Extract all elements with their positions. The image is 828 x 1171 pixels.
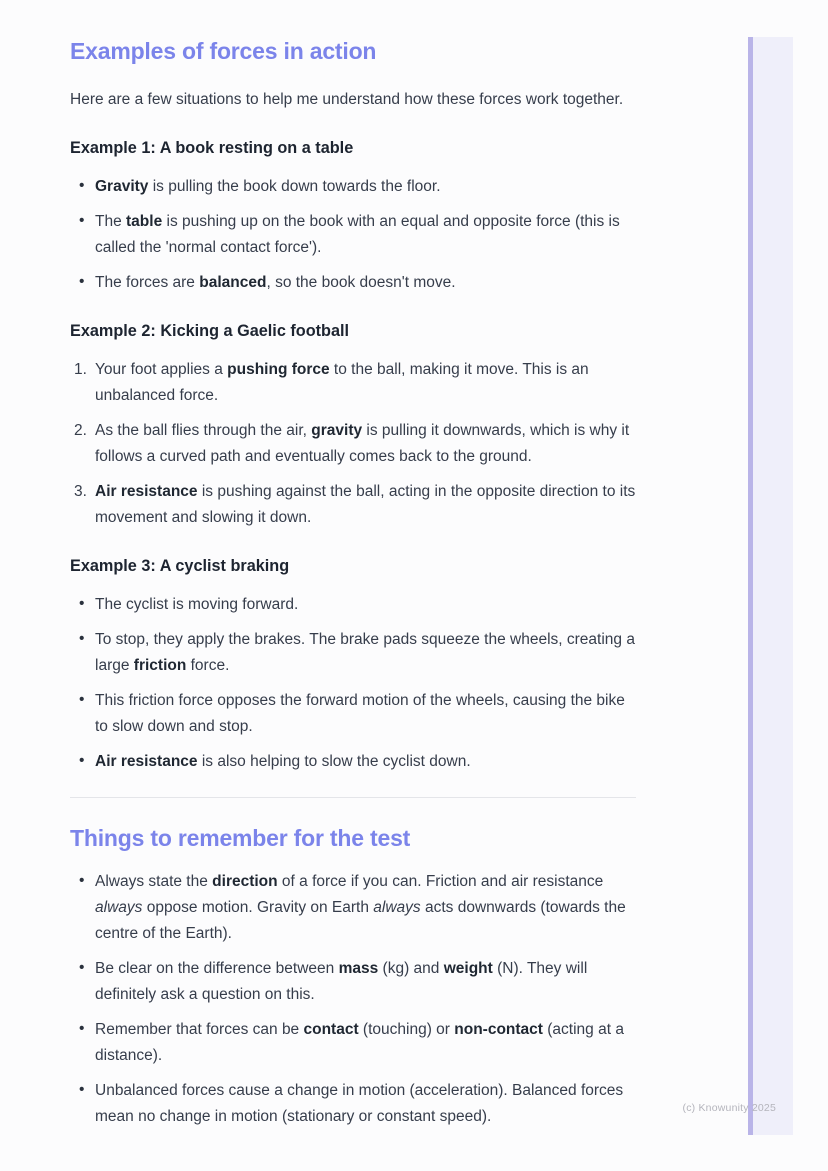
example1-list xyxy=(70,174,636,296)
list-item: • The table is pushing up on the book with an equal and opposite force (this is called the 'normal contact force'). xyxy=(95,209,636,261)
list-item: Your foot applies a pushing force to the ball, making it move. This is an unbalanced force. xyxy=(95,361,589,405)
list-item: • To stop, they apply the brakes. The brake pads squeeze the wheels, creating a large friction force. xyxy=(95,627,636,679)
list-item: • Be clear on the difference between mass (kg) and weight (N). They will definitely ask a question on this. xyxy=(95,956,636,1008)
example3-heading: Example 3: A cyclist braking xyxy=(70,557,290,576)
example3-list xyxy=(70,592,636,775)
list-item: • Always state the direction of a force if you can. Friction and air resistance always oppose motion. Gravity on Earth always acts downwards (towards the centre of the Earth). xyxy=(95,869,636,947)
watermark: (c) Knowunity 2025 xyxy=(682,1102,776,1114)
intro-paragraph: Here are a few situations to help me understand how these forces work together. xyxy=(70,90,624,108)
list-item: • Unbalanced forces cause a change in motion (acceleration). Balanced forces mean no change in motion (stationary or constant speed). xyxy=(95,1078,636,1130)
document-content xyxy=(70,38,636,1139)
page-edge-panel xyxy=(753,37,793,1135)
section-title-remember: Things to remember for the test xyxy=(70,824,411,851)
list-item: • The forces are balanced, so the book doesn't move. xyxy=(95,270,636,296)
example2-heading: Example 2: Kicking a Gaelic football xyxy=(70,321,350,340)
remember-list xyxy=(70,869,636,1130)
list-item: • The cyclist is moving forward. xyxy=(95,592,636,618)
list-item: As the ball flies through the air, gravity is pulling it downwards, which is why it follows a curved path and eventually comes back to the ground. xyxy=(95,422,630,466)
list-item: • Gravity is pulling the book down towards the floor. xyxy=(95,174,636,200)
list-item: • Remember that forces can be contact (touching) or non-contact (acting at a distance). xyxy=(95,1017,636,1069)
list-item: • Air resistance is also helping to slow the cyclist down. xyxy=(95,749,636,775)
section-divider xyxy=(70,797,636,798)
example2-list xyxy=(70,357,636,531)
example1-heading: Example 1: A book resting on a table xyxy=(70,138,354,157)
section-title-examples: Examples of forces in action xyxy=(70,38,377,64)
list-item: • This friction force opposes the forward motion of the wheels, causing the bike to slow down and stop. xyxy=(95,688,636,740)
list-item: Air resistance is pushing against the ball, acting in the opposite direction to its movement and slowing it down. xyxy=(95,483,636,527)
